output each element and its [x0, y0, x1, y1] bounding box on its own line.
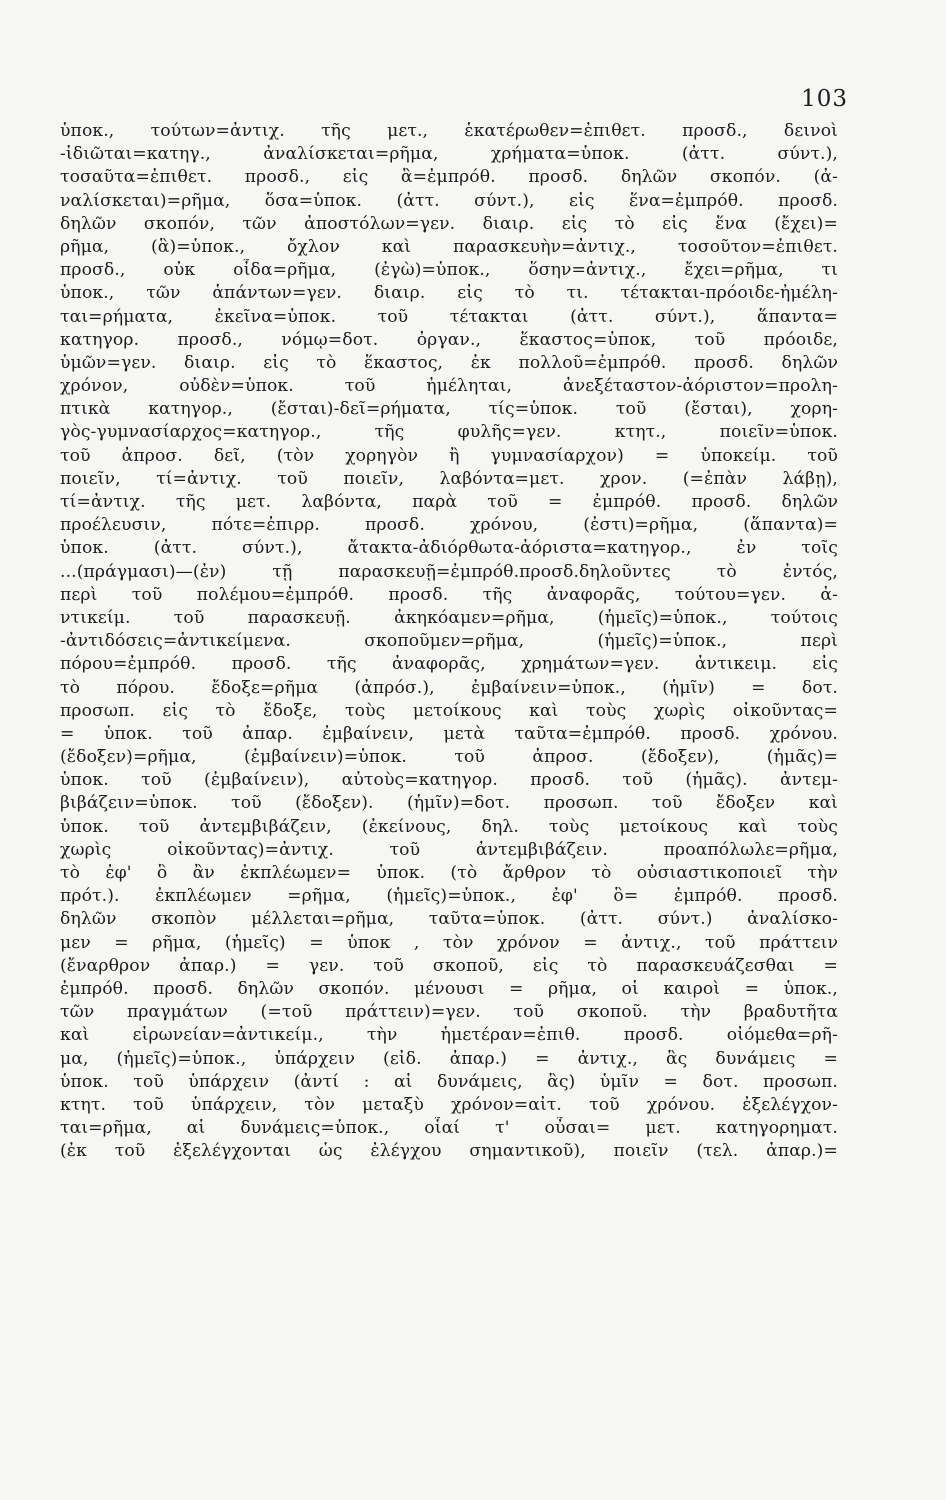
text-line: (ἔδοξεν)=ρῆμα, (ἐμβαίνειν)=ὑποκ. τοῦ ἀπροσ. (ἔδοξεν), (ἡμᾶς)=: [60, 747, 838, 768]
text-line: πόρου=ἐμπρόθ. προσδ. τῆς ἀναφορᾶς, χρημάτων=γεν. ἀντικειμ. εἰς: [60, 654, 838, 675]
text-line: ὑποκ. τοῦ ἀντεμβιβάζειν, (ἐκείνους, δηλ. τοὺς μετοίκους καὶ τοὺς: [60, 816, 838, 837]
text-line: χρόνον, οὐδὲν=ὑποκ. τοῦ ἠμέληται, ἀνεξέταστον-ἀόριστον=προλη-: [60, 376, 838, 397]
text-line: προσδ., οὐκ οἶδα=ρῆμα, (ἐγὼ)=ὑποκ., ὅσην=ἀντιχ., ἔχει=ρῆμα, τι: [60, 260, 838, 281]
text-line: καὶ εἰρωνείαν=ἀντικείμ., τὴν ἡμετέραν=ἐπιθ. προσδ. οἰόμεθα=ρῆ-: [60, 1025, 838, 1046]
text-line: ὑποκ. (ἀττ. σύντ.), ἄτακτα-ἀδιόρθωτα-ἀόριστα=κατηγορ., ἐν τοῖς: [60, 538, 838, 559]
text-line: τὸ ἐφ' ὃ ἂν ἐκπλέωμεν= ὑποκ. (τὸ ἄρθρον τὸ οὐσιαστικοποιεῖ τὴν: [60, 863, 838, 883]
body-text: [60, 120, 838, 1163]
text-line: (ἐκ τοῦ ἐξελέγχονται ὡς ἐλέγχου σημαντικοῦ), ποιεῖν (τελ. ἀπαρ.)=: [60, 1141, 838, 1162]
text-line: γὸς-γυμνασίαρχος=κατηγορ., τῆς φυλῆς=γεν. κτητ., ποιεῖν=ὑποκ.: [60, 422, 838, 443]
text-line: ἐμπρόθ. προσδ. δηλῶν σκοπόν. μένουσι = ρῆμα, οἱ καιροὶ = ὑποκ.,: [60, 978, 838, 999]
text-line: χωρὶς οἰκοῦντας)=ἀντιχ. τοῦ ἀντεμβιβάζειν. προαπόλωλε=ρῆμα,: [60, 839, 838, 860]
text-line: βιβάζειν=ὑποκ. τοῦ (ἔδοξεν). (ἡμῖν)=δοτ. προσωπ. τοῦ ἔδοξεν καὶ: [60, 793, 838, 814]
text-line: ρῆμα, (ἃ)=ὑποκ., ὄχλον καὶ παρασκευὴν=ἀντιχ., τοσοῦτον=ἐπιθετ.: [60, 236, 838, 257]
text-line: τί=ἀντιχ. τῆς μετ. λαβόντα, παρὰ τοῦ = ἐμπρόθ. προσδ. δηλῶν: [60, 492, 838, 512]
text-line: κτητ. τοῦ ὑπάρχειν, τὸν μεταξὺ χρόνον=αἰτ. τοῦ χρόνου. ἐξελέγχον-: [60, 1094, 838, 1115]
text-line: τοῦ ἀπροσ. δεῖ, (τὸν χορηγὸν ἢ γυμνασίαρχον) = ὑποκείμ. τοῦ: [60, 445, 838, 466]
text-line: ποιεῖν, τί=ἀντιχ. τοῦ ποιεῖν, λαβόντα=μετ. χρον. (=ἐπὰν λάβῃ),: [60, 468, 838, 489]
text-line: ὑποκ., τῶν ἁπάντων=γεν. διαιρ. εἰς τὸ τι. τέτακται-πρόοιδε-ἠμέλη-: [60, 283, 838, 304]
text-line: προέλευσιν, πότε=ἐπιρρ. προσδ. χρόνου, (ἐστι)=ρῆμα, (ἅπαντα)=: [60, 515, 838, 536]
text-line: ὑμῶν=γεν. διαιρ. εἰς τὸ ἕκαστος, ἐκ πολλοῦ=ἐμπρόθ. προσδ. δηλῶν: [60, 352, 838, 373]
text-line: περὶ τοῦ πολέμου=ἐμπρόθ. προσδ. τῆς ἀναφορᾶς, τούτου=γεν. ἀ-: [60, 584, 838, 605]
text-line: -ἰδιῶται=κατηγ., ἀναλίσκεται=ρῆμα, χρήματα=ὑποκ. (ἀττ. σύντ.),: [60, 144, 838, 165]
text-line: μεν = ρῆμα, (ἡμεῖς) = ὑποκ , τὸν χρόνον = ἀντιχ., τοῦ πράττειν: [60, 932, 838, 953]
text-line: -ἀντιδόσεις=ἀντικείμενα. σκοποῦμεν=ρῆμα, (ἡμεῖς)=ὑποκ., περὶ: [60, 631, 838, 652]
text-line: δηλῶν σκοπόν, τῶν ἀποστόλων=γεν. διαιρ. εἰς τὸ εἰς ἕνα (ἔχει)=: [60, 213, 838, 234]
text-line: πτικὰ κατηγορ., (ἔσται)-δεῖ=ρήματα, τίς=ὑποκ. τοῦ (ἔσται), χορη-: [60, 399, 838, 420]
text-line: ται=ρήματα, ἐκεῖνα=ὑποκ. τοῦ τέτακται (ἀττ. σύντ.), ἅπαντα=: [60, 306, 838, 327]
text-line: ὑποκ., τούτων=ἀντιχ. τῆς μετ., ἑκατέρωθεν=ἐπιθετ. προσδ., δεινοὶ: [60, 121, 838, 141]
text-line: ται=ρῆμα, αἱ δυνάμεις=ὑποκ., οἷαί τ' οὖσαι= μετ. κατηγορηματ.: [60, 1118, 838, 1139]
text-line: μα, (ἡμεῖς)=ὑποκ., ὑπάρχειν (εἰδ. ἀπαρ.) = ἀντιχ., ἃς δυνάμεις =: [60, 1048, 838, 1069]
text-line: (ἔναρθρον ἀπαρ.) = γεν. τοῦ σκοποῦ, εἰς τὸ παρασκευάζεσθαι =: [60, 955, 838, 976]
text-line: ὑποκ. τοῦ ὑπάρχειν (ἀντί : αἱ δυνάμεις, ἃς) ὑμῖν = δοτ. προσωπ.: [60, 1071, 838, 1092]
text-line: ὑποκ. τοῦ (ἐμβαίνειν), αὐτοὺς=κατηγορ. προσδ. τοῦ (ἡμᾶς). ἀντεμ-: [60, 770, 838, 791]
text-line: πρότ.). ἐκπλέωμεν =ρῆμα, (ἡμεῖς)=ὑποκ., ἐφ' ὃ= ἐμπρόθ. προσδ.: [60, 886, 838, 907]
text-line: κατηγορ. προσδ., νόμῳ=δοτ. ὀργαν., ἕκαστος=ὑποκ, τοῦ πρόοιδε,: [60, 329, 838, 350]
text-line: προσωπ. εἰς τὸ ἔδοξε, τοὺς μετοίκους καὶ τοὺς χωρὶς οἰκοῦντας=: [60, 700, 838, 721]
text-line: ...(πράγμασι)—(ἐν) τῇ παρασκευῇ=ἐμπρόθ.προσδ.δηλοῦντες τὸ ἐντός,: [60, 561, 838, 582]
text-line: τῶν πραγμάτων (=τοῦ πράττειν)=γεν. τοῦ σκοποῦ. τὴν βραδυτῆτα: [60, 1002, 838, 1023]
text-line: δηλῶν σκοπὸν μέλλεται=ρῆμα, ταῦτα=ὑποκ. (ἀττ. σύντ.) ἀναλίσκο-: [60, 909, 838, 930]
text-line: τοσαῦτα=ἐπιθετ. προσδ., εἰς ἃ=ἐμπρόθ. προσδ. δηλῶν σκοπόν. (ἀ-: [60, 167, 838, 188]
text-line: τὸ πόρου. ἔδοξε=ρῆμα (ἀπρόσ.), ἐμβαίνειν=ὑποκ., (ἡμῖν) = δοτ.: [60, 677, 838, 698]
text-line: ναλίσκεται)=ρῆμα, ὅσα=ὑποκ. (ἀττ. σύντ.), εἰς ἕνα=ἐμπρόθ. προσδ.: [60, 190, 838, 211]
text-line: = ὑποκ. τοῦ ἀπαρ. ἐμβαίνειν, μετὰ ταῦτα=ἐμπρόθ. προσδ. χρόνου.: [60, 723, 838, 744]
text-line: ντικείμ. τοῦ παρασκευῇ. ἀκηκόαμεν=ρῆμα, (ἡμεῖς)=ὑποκ., τούτοις: [60, 607, 838, 628]
page-number: 103: [801, 86, 848, 112]
